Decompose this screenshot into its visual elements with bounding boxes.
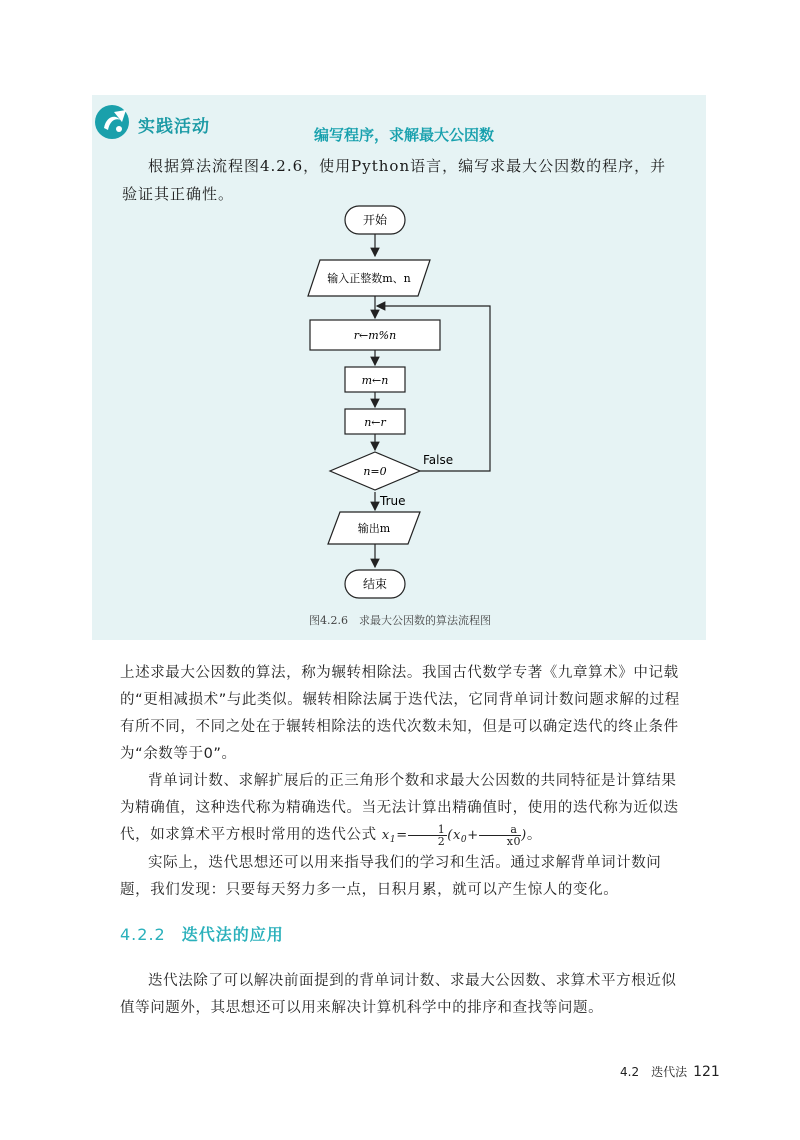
activity-title: 编写程序，求解最大公因数	[313, 126, 494, 144]
flow-false-label: False	[423, 453, 454, 467]
formula-plus: +	[467, 828, 479, 843]
flow-input-label: 输入正整数m、n	[327, 272, 411, 285]
paragraph-iteration-end: 。	[526, 827, 542, 843]
paragraph-application: 迭代法除了可以解决前面提到的背单词计数、求最大公因数、求算术平方根近似值等问题外，其思想还可以用来解决计算机科学中的排序和查找等问题。	[120, 973, 677, 1016]
flow-step-mod-label: r←m%n	[353, 329, 397, 342]
formula-a-num: a	[479, 824, 521, 836]
formula-open: (x	[447, 828, 461, 843]
paragraph-iteration-text: 背单词计数、求解扩展后的正三角形个数和求最大公因数的共同特征是计算结果为精确值，这种迭代称为精确迭代。当无法计算出精确值时，使用的迭代称为近似迭代，如求算术平方根时常用的迭代公式	[120, 773, 679, 843]
formula-eq: =	[396, 828, 408, 843]
flow-decision-label: n=0	[363, 465, 387, 478]
flow-end-label: 结束	[362, 577, 388, 591]
formula-a-frac	[479, 824, 521, 847]
formula-half-den: 2	[437, 835, 446, 848]
section-heading	[120, 922, 284, 945]
formula-lhs-sub: 1	[389, 835, 397, 845]
section-title: 迭代法的应用	[181, 925, 284, 944]
page-number: 121	[693, 1064, 720, 1080]
figure-caption: 图4.2.6 求最大公因数的算法流程图	[309, 614, 491, 627]
flow-step-m-label: m←n	[361, 374, 389, 387]
flow-step-n-label: n←r	[364, 416, 386, 429]
activity-instruction: 根据算法流程图4.2.6，使用Python语言，编写求最大公因数的程序，并验证其正确性。	[122, 157, 667, 203]
formula-half	[408, 824, 448, 847]
flowchart	[240, 200, 570, 610]
formula-x0-sub: 0	[460, 835, 468, 845]
paragraph-reflection: 实际上，迭代思想还可以用来指导我们的学习和生活。通过求解背单词计数问题，我们发现：只要每天努力多一点，日积月累，就可以产生惊人的变化。	[120, 855, 662, 898]
formula-close: )	[521, 828, 527, 843]
activity-label: 实践活动	[138, 117, 210, 137]
flow-true-label: True	[380, 494, 406, 508]
flow-output-label: 输出m	[357, 522, 391, 535]
flow-start-label: 开始	[362, 213, 388, 227]
iteration-formula	[381, 823, 527, 848]
section-number: 4.2.2	[120, 925, 166, 944]
footer-section: 4.2 迭代法	[620, 1065, 688, 1079]
page-footer	[620, 1063, 720, 1080]
formula-lhs: x	[381, 828, 390, 843]
paragraph-iteration	[120, 768, 688, 854]
paragraph-euclid: 上述求最大公因数的算法，称为辗转相除法。我国古代数学专著《九章算术》中记载的“更相减损术”与此类似。辗转相除法属于迭代法，它同背单词计数问题求解的过程有所不同，不同之处在于辗转相除法的迭代次数未知，但是可以确定迭代的终止条件为“余数等于0”。	[120, 665, 680, 762]
formula-a-den: x0	[506, 835, 522, 848]
formula-half-num: 1	[408, 824, 448, 836]
